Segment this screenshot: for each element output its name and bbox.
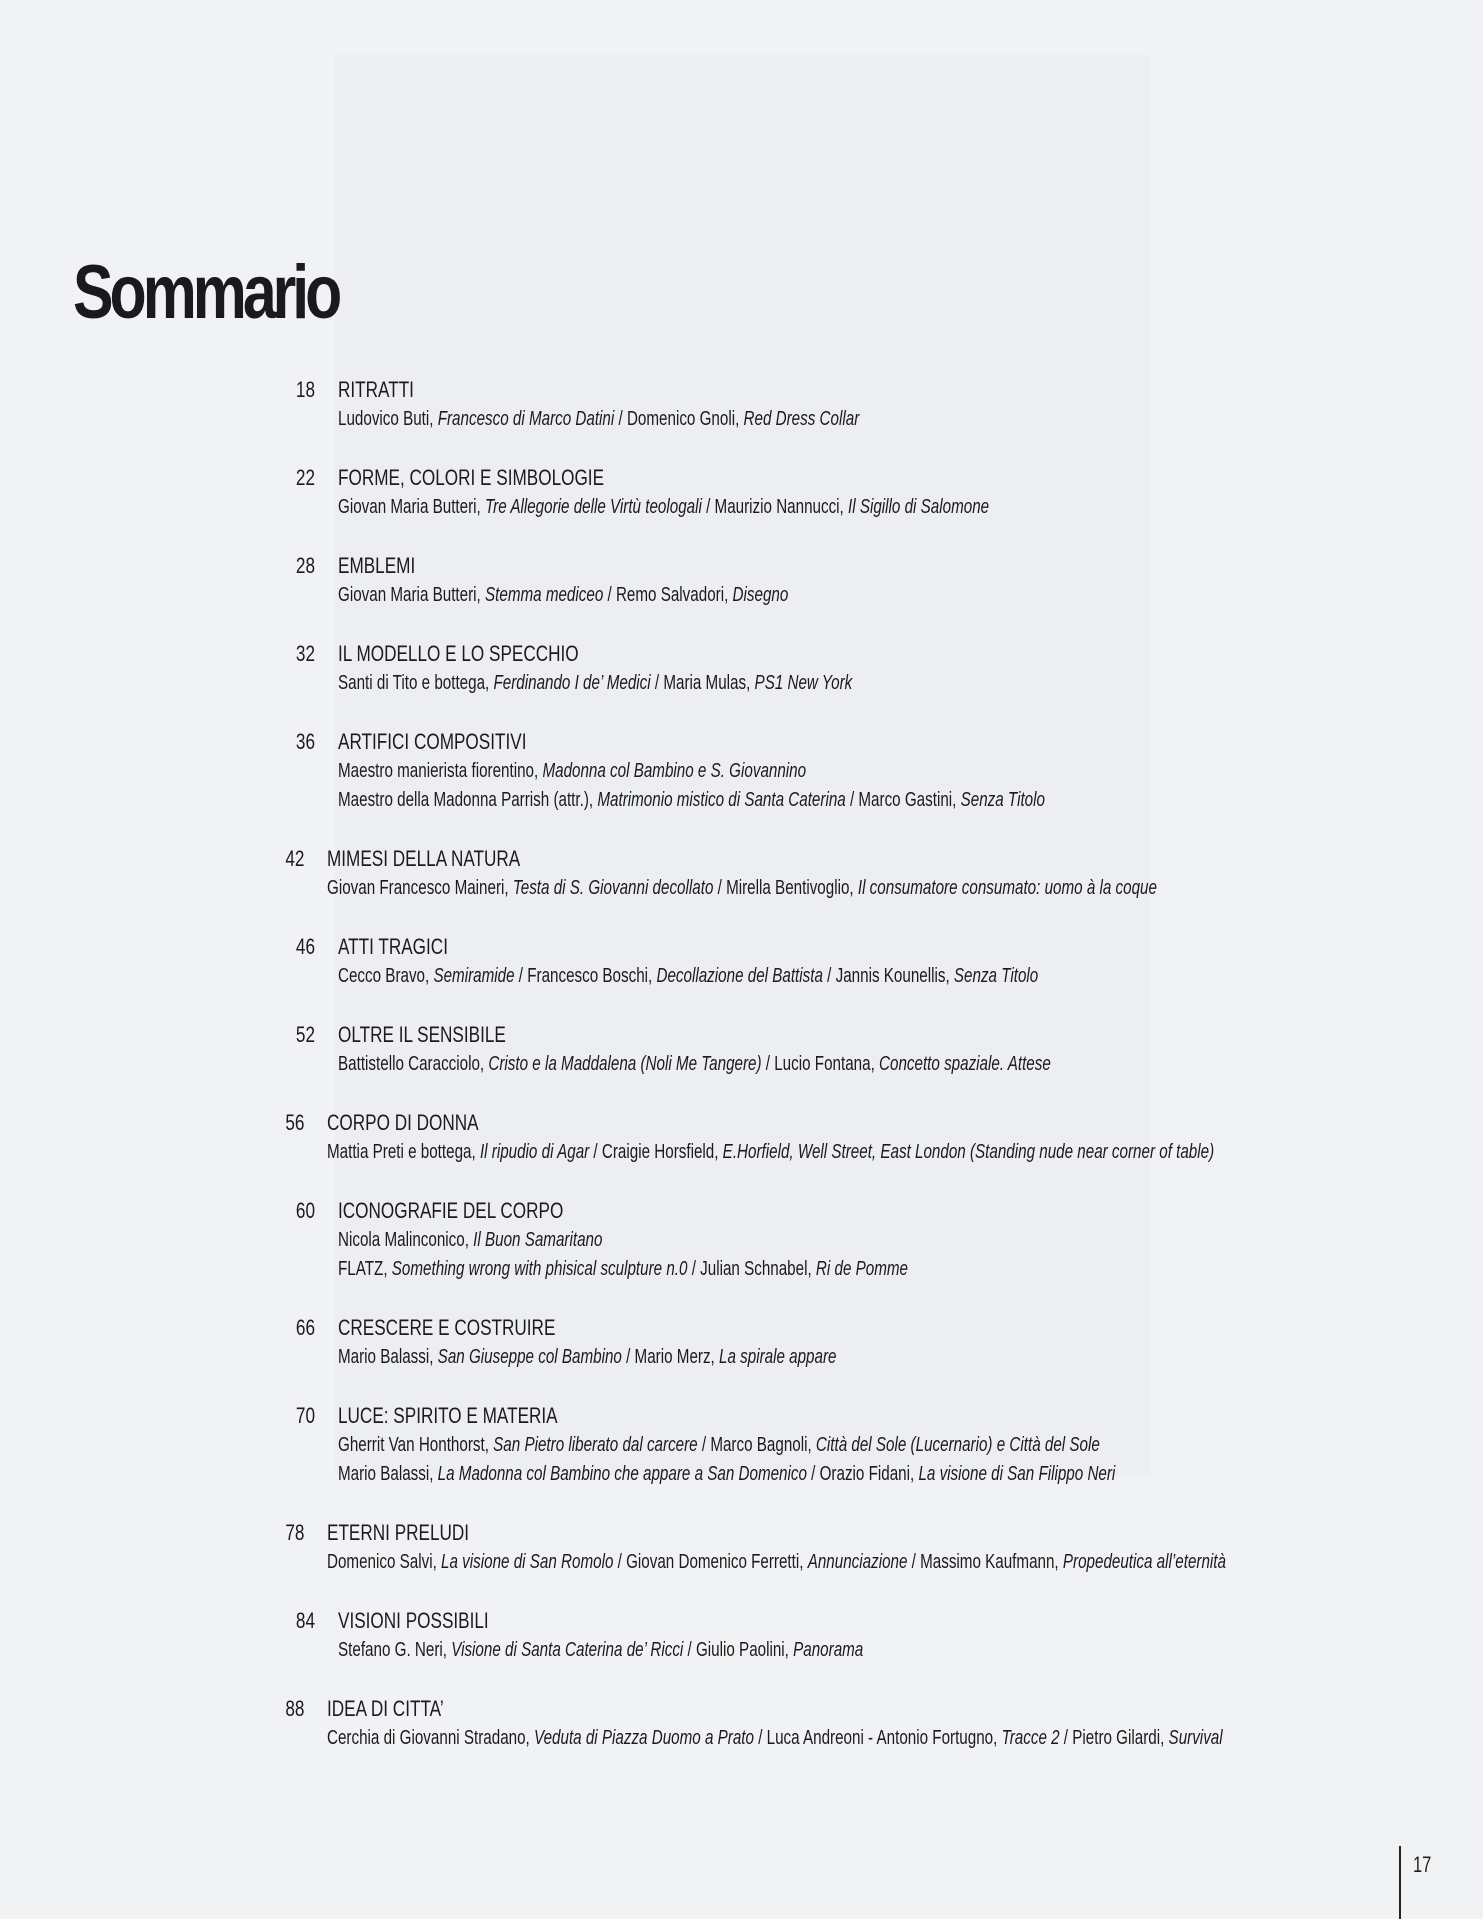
- artist-name: / Pietro Gilardi,: [1060, 1727, 1170, 1749]
- artist-name: Ludovico Buti,: [338, 408, 438, 430]
- entry-section-title: OLTRE IL SENSIBILE: [338, 1022, 506, 1047]
- artwork-title: Ferdinando I de’ Medici: [493, 672, 651, 694]
- entry-section-title: CORPO DI DONNA: [327, 1110, 480, 1135]
- entry-body: [327, 1694, 1483, 1753]
- artist-name: Nicola Malinconico,: [338, 1229, 474, 1251]
- artist-name: Stefano G. Neri,: [338, 1639, 452, 1661]
- entry-page-number: 70: [295, 1403, 315, 1428]
- entry-page-number: 18: [295, 377, 315, 402]
- entry-body: [338, 375, 1400, 434]
- artist-name: / Maria Mulas,: [650, 672, 755, 694]
- entry-page-number: 60: [295, 1198, 315, 1223]
- entry-section-title: EMBLEMI: [338, 553, 416, 578]
- entry-artwork-line: [338, 1343, 1145, 1372]
- entry-page-number: 84: [295, 1608, 315, 1633]
- artist-name: Mario Balassi,: [338, 1463, 438, 1485]
- entry-page-number: 42: [285, 846, 305, 871]
- artist-name: / Orazio Fidani,: [806, 1463, 919, 1485]
- entry-artwork-line: [338, 1636, 1145, 1665]
- artwork-title: Testa di S. Giovanni decollato: [513, 877, 714, 899]
- entry-section-title: FORME, COLORI E SIMBOLOGIE: [338, 465, 605, 490]
- entry-body: [338, 1313, 1400, 1372]
- entry-page-number: 46: [295, 934, 315, 959]
- entry-artwork-line: [338, 757, 1145, 786]
- artwork-title: Disegno: [732, 584, 789, 606]
- entry-artwork-line: [338, 1226, 1145, 1255]
- entry-artwork-line: [338, 669, 1145, 698]
- toc-entry: [280, 1694, 1400, 1753]
- artwork-title: Madonna col Bambino e S. Giovannino: [542, 760, 807, 782]
- entry-artwork-line: [338, 962, 1145, 991]
- toc-entry: [280, 375, 1400, 434]
- entry-body: [338, 463, 1400, 522]
- entry-artwork-line: [338, 1431, 1145, 1460]
- entry-section-title: MIMESI DELLA NATURA: [327, 846, 521, 871]
- artwork-title: Ri de Pomme: [815, 1258, 908, 1280]
- entry-section-title: VISIONI POSSIBILI: [338, 1608, 489, 1633]
- page-title: Sommario: [73, 250, 339, 335]
- toc-entry: [280, 1518, 1400, 1577]
- artwork-title: PS1 New York: [754, 672, 853, 694]
- entry-page-number: 36: [295, 729, 315, 754]
- artwork-title: La Madonna col Bambino che appare a San Domenico: [437, 1463, 807, 1485]
- toc-entry: [280, 1020, 1400, 1079]
- artist-name: / Julian Schnabel,: [687, 1258, 816, 1280]
- entry-artwork-line: [327, 1724, 1223, 1753]
- entry-body: [338, 639, 1400, 698]
- artist-name: / Marco Gastini,: [845, 789, 961, 811]
- artwork-title: Francesco di Marco Datini: [437, 408, 615, 430]
- artist-name: Domenico Salvi,: [327, 1551, 442, 1573]
- artwork-title: La visione di San Romolo: [441, 1551, 614, 1573]
- artwork-title: Veduta di Piazza Duomo a Prato: [534, 1727, 755, 1749]
- artwork-title: Visione di Santa Caterina de’ Ricci: [451, 1639, 684, 1661]
- toc-entry: [280, 1606, 1400, 1665]
- artwork-title: Matrimonio mistico di Santa Caterina: [597, 789, 846, 811]
- artwork-title: La visione di San Filippo Neri: [918, 1463, 1116, 1485]
- toc-entry: [280, 1108, 1400, 1167]
- artist-name: / Marco Bagnoli,: [697, 1434, 816, 1456]
- artist-name: / Giovan Domenico Ferretti,: [613, 1551, 809, 1573]
- entry-section-title: ARTIFICI COMPOSITIVI: [338, 729, 527, 754]
- toc-entry: [280, 551, 1400, 610]
- artist-name: / Domenico Gnoli,: [614, 408, 744, 430]
- artwork-title: Something wrong with phisical sculpture n.0: [391, 1258, 688, 1280]
- entry-section-title: ICONOGRAFIE DEL CORPO: [338, 1198, 564, 1223]
- artist-name: Cerchia di Giovanni Stradano,: [327, 1727, 535, 1749]
- artwork-title: Il Buon Samaritano: [473, 1229, 603, 1251]
- artwork-title: Il consumatore consumato: uomo à la coque: [858, 877, 1158, 899]
- artwork-title: Propedeutica all’eternità: [1063, 1551, 1227, 1573]
- entry-page-number: 78: [285, 1520, 305, 1545]
- artwork-title: Decollazione del Battista: [656, 965, 823, 987]
- entry-body: [327, 1108, 1483, 1167]
- footer-rule: [1399, 1846, 1401, 1919]
- entry-artwork-line: [327, 1548, 1226, 1577]
- artist-name: / Mario Merz,: [621, 1346, 720, 1368]
- entry-section-title: LUCE: SPIRITO E MATERIA: [338, 1403, 558, 1428]
- artist-name: Maestro della Madonna Parrish (attr.),: [338, 789, 598, 811]
- artwork-title: Il ripudio di Agar: [480, 1141, 590, 1163]
- artwork-title: E.Horfield, Well Street, East London (Standing nude near corner of table): [723, 1141, 1215, 1163]
- entry-artwork-line: [327, 1138, 1214, 1167]
- entry-section-title: IDEA DI CITTA’: [327, 1696, 445, 1721]
- artwork-title: Red Dress Collar: [743, 408, 860, 430]
- entry-artwork-line: [338, 1255, 1145, 1284]
- artist-name: / Luca Andreoni - Antonio Fortugno,: [754, 1727, 1003, 1749]
- artwork-title: San Pietro liberato dal carcere: [493, 1434, 698, 1456]
- artwork-title: La spirale appare: [719, 1346, 837, 1368]
- artwork-title: Tracce 2: [1002, 1727, 1061, 1749]
- entry-body: [338, 551, 1400, 610]
- artwork-title: Senza Titolo: [960, 789, 1045, 811]
- entry-artwork-line: [338, 1460, 1145, 1489]
- artist-name: / Mirella Bentivoglio,: [713, 877, 859, 899]
- artist-name: Maestro manierista fiorentino,: [338, 760, 543, 782]
- entry-page-number: 22: [295, 465, 315, 490]
- entry-section-title: CRESCERE E COSTRUIRE: [338, 1315, 556, 1340]
- artwork-title: Stemma mediceo: [485, 584, 604, 606]
- toc-entry: [280, 844, 1400, 903]
- artist-name: Giovan Francesco Maineri,: [327, 877, 514, 899]
- artwork-title: Semiramide: [433, 965, 515, 987]
- artist-name: / Giulio Paolini,: [683, 1639, 794, 1661]
- entry-body: [338, 1196, 1400, 1284]
- toc-entry: [280, 1401, 1400, 1489]
- entry-body: [327, 1518, 1483, 1577]
- artwork-title: Città del Sole (Lucernario) e Città del Sole: [815, 1434, 1100, 1456]
- artist-name: Battistello Caracciolo,: [338, 1053, 489, 1075]
- artwork-title: San Giuseppe col Bambino: [437, 1346, 622, 1368]
- entry-body: [338, 727, 1400, 815]
- artwork-title: Il Sigillo di Salomone: [848, 496, 990, 518]
- artist-name: / Lucio Fontana,: [761, 1053, 880, 1075]
- toc-entry: [280, 1313, 1400, 1372]
- artwork-title: Senza Titolo: [953, 965, 1039, 987]
- entry-artwork-line: [338, 581, 1145, 610]
- artwork-title: Cristo e la Maddalena (Noli Me Tangere): [488, 1053, 762, 1075]
- artist-name: Santi di Tito e bottega,: [338, 672, 494, 694]
- artwork-title: Survival: [1169, 1727, 1224, 1749]
- table-of-contents: [280, 375, 1400, 1753]
- entry-page-number: 88: [285, 1696, 305, 1721]
- entry-body: [338, 1401, 1400, 1489]
- artwork-title: Annunciazione: [808, 1551, 908, 1573]
- artist-name: Gherrit Van Honthorst,: [338, 1434, 494, 1456]
- entry-page-number: 28: [295, 553, 315, 578]
- entry-body: [338, 932, 1400, 991]
- entry-page-number: 56: [285, 1110, 305, 1135]
- artwork-title: Concetto spaziale. Attese: [879, 1053, 1051, 1075]
- artist-name: Giovan Maria Butteri,: [338, 496, 486, 518]
- entry-body: [338, 1606, 1400, 1665]
- entry-section-title: ETERNI PRELUDI: [327, 1520, 470, 1545]
- entry-artwork-line: [338, 493, 1145, 522]
- toc-entry: [280, 727, 1400, 815]
- toc-entry: [280, 639, 1400, 698]
- artwork-title: Panorama: [793, 1639, 864, 1661]
- artist-name: / Craigie Horsfield,: [589, 1141, 724, 1163]
- toc-entry: [280, 463, 1400, 522]
- entry-page-number: 66: [295, 1315, 315, 1340]
- entry-section-title: ATTI TRAGICI: [338, 934, 448, 959]
- page-number: 17: [1413, 1852, 1432, 1877]
- entry-artwork-line: [338, 1050, 1145, 1079]
- artist-name: / Massimo Kaufmann,: [907, 1551, 1064, 1573]
- artist-name: / Francesco Boschi,: [514, 965, 657, 987]
- artist-name: Cecco Bravo,: [338, 965, 434, 987]
- entry-section-title: RITRATTI: [338, 377, 414, 402]
- entry-artwork-line: [338, 786, 1145, 815]
- entry-page-number: 32: [295, 641, 315, 666]
- toc-entry: [280, 1196, 1400, 1284]
- artist-name: FLATZ,: [338, 1258, 392, 1280]
- artist-name: / Maurizio Nannucci,: [701, 496, 849, 518]
- entry-artwork-line: [338, 405, 1145, 434]
- toc-entry: [280, 932, 1400, 991]
- artist-name: Mattia Preti e bottega,: [327, 1141, 481, 1163]
- entry-body: [338, 1020, 1400, 1079]
- artist-name: Giovan Maria Butteri,: [338, 584, 486, 606]
- entry-artwork-line: [327, 874, 1157, 903]
- artist-name: / Jannis Kounellis,: [822, 965, 954, 987]
- entry-body: [327, 844, 1419, 903]
- artwork-title: Tre Allegorie delle Virtù teologali: [485, 496, 702, 518]
- entry-page-number: 52: [295, 1022, 315, 1047]
- artist-name: Mario Balassi,: [338, 1346, 438, 1368]
- entry-section-title: IL MODELLO E LO SPECCHIO: [338, 641, 579, 666]
- artist-name: / Remo Salvadori,: [603, 584, 733, 606]
